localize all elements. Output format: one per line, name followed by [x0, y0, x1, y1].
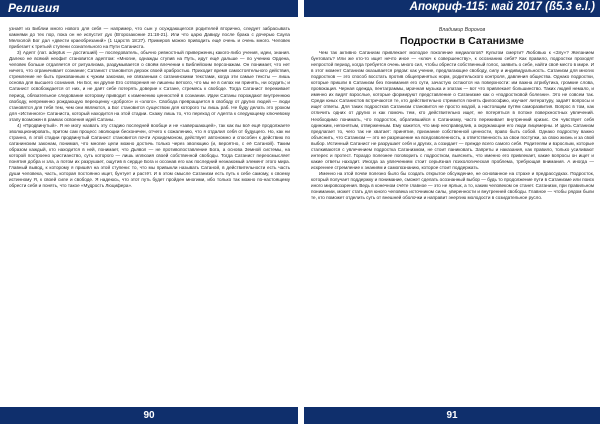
issue-title: Апокриф-115: май 2017 (ß5.3 e.l.) [409, 1, 595, 13]
left-footer-bar [0, 407, 298, 424]
right-paragraph: Именно на этой почве полезно было бы создать открытое обсуждение, не основанное на страхе и предрассудках. Подросток, который получает поддержку и понимание, сможет сделать осознанный выбор — будь то продолжение пути в Сатанизме или поиск иного мировоззрения. Ведь в конечном счёте главное — это не ярлык, а то, каким человеком он станет. Сатанизм, при правильном понимании, может стать для юного человека источником силы, уверенности и внутренней свободы. Главное — чтобы рядом были те, кто поможет отделить суть от внешней оболочки и направит энергию молодости в созидательное русло. [311, 170, 594, 201]
right-footer-bar [304, 407, 600, 424]
left-page-text [9, 26, 290, 189]
article-author: Владимир Воронов [438, 27, 486, 33]
right-page-number: 91 [446, 410, 458, 421]
left-paragraph: узнаёт из Библии много нового для себя — например, что сын у осуждающегося родителей вторично, следует забрасывать камнями до тех пор, пока он не испустит дух (Второзаконие 21:18-21). Или что царю Давиду после брака с дочерью Саула Мелхолой Бог дал «двести краеобрезаний» (1 Царств 18:27). Примеров можно приводить ещё очень и очень много. Человек прибегает к третьей ступени сознательного на Пути Сатаниста. [9, 26, 290, 50]
left-paragraph: 4) «Продвинутый». Я не могу назвать эту стадию последней вообще и не «завершающей», так как вы всё ещё продолжаете эволюционировать, притом сам процесс эволюции бесконечен, отчего к сожалению, что я отдалил себя от будущего. Но, как ни странно, в этой стадии продвинутый Сатанист становится почти Архидемоном, действует автономно и способен к действию по сатанинским законам, понимая, что многие цели можно достичь только через эволюцию (и, вероятно, с её Сатаной). Таким образом каждый, кто находится в ней, понимает, что Дьявол — не противопоставление Бога, а основа Земной системы, на которой построено христианство, суть которого — лишь иллюзия своей собственной свободы. Тогда Сатанист переосмысляет понятия добра и зла, а потом их разрушает, ощутив в сердце Бога и осознав его как последний незнакомый элемент этого мира. Главный вывод, к которому я пришёл на этой ступени: то, что мы привыкли называть Сатаной, в действительности есть часть души человека, часть, которая постоянно ищет, бунтует и растёт. И в этом смысле Сатанизм есть путь к себе самому, к своему истинному Я, к своей силе и свободе. Я надеюсь, что этот путь будет пройден многими, ибо только так можно по-настоящему обрести себя и понять, что такое «Мудрость Люцифера». [9, 122, 290, 189]
left-page-number: 90 [143, 410, 155, 421]
left-paragraph: 3) Адепт (лат. adeptus — достигший) — последователь, обычно ревностный приверженец какого-либо учения, идеи, знания. Далеко не всякий неофит становится адептом: «Многие, однажды ступив на Путь, идут ещё дальше — по учению Ордена, человек больше отдаляется от ритуализма, раздумывается о своём влечении к Библейским персонажам. Он понимает, что нет ничего, что ограничивает сознание; Сатанист становится дерзок своей храбростью. Приходит время самостоятельного действия, стремление не быть прикованным к чужим законам, не связанным с сатанинскими текстами, когда эти самые тексты — лишь основа для высшего сознания. Ни Бог, ни другие Его сотворения не лишены ветхого, что мы не в силах ни принять, ни осудить; и Сатанист освобождается от них, и не даёт себе потерять доверие к Сатане, стремясь к свободе. Тогда Сатанист переживает период, обязательное следование которому приводит к изменению ценностей в сознании. Идеи Сатаны порождают внутреннюю свободу, непременно рождающую переоценку «доброго» и «злого». Свобода превращается в свободу от других людей — люди становятся для тебя тем, чем они являются, а Бог становится существом для которого ты лишь раб. Не буду делать это уроком для «Истинного» Сатаниста, который находится на этой стадии. Скажу лишь то, что переход от Адепта к следующему ключевому этапу возможен в рамках освоения идей Сатаны. [9, 50, 290, 122]
page-gutter [298, 0, 304, 17]
right-paragraph: Чем так активно Сатанизм привлекает молодое поколение медиалогов? Культом смерти? Любовью к «Злу»? Желанием бунтовать? Или же кто-то ищет нечто иное — «ключ к совершенству», к осознанию себя? Как правило, подростки проходят непростой период, когда требуется очень много сил, чтобы обрести собственный голос, заявить о себе, найти своё место в мире. И в этот момент Сатанизм оказывается рядом: как учение, предлагающее свободу, силу и индивидуальность. Сатанизм для многих подростков — это способ восстать против общепринятых норм, родительского контроля, давления общества. Однако подростки, которые пришли в Сатанизм без понимания его сути, зачастую остаются на поверхности: им важна атрибутика, громкие слова, провокация. Черная одежда, пентаграммы, мрачная музыка и эпатаж — вот что привлекает большинство. Таких людей немало, и именно их видят взрослые, которые формируют представление о Сатанизме как о «подростковой болезни». Это не совсем так. Среди юных Сатанистов встречаются те, кто действительно стремится понять философию, изучает литературу, задаёт вопросы и ищет ответы. Для таких подростков Сатанизм становится не просто модой, а настоящим путём саморазвития. Вопрос в том, как отличить одних от других и как помочь тем, кто действительно ищет, не потеряться в потоке поверхностных увлечений. Необходимо понимать, что подросток, обратившийся к Сатанизму, часто переживает внутренний кризис. Он чувствует себя одиноким, непонятым, отверженным. Ему кажется, что мир несправедлив, а окружающие его люди лицемерны. И здесь Сатанизм предлагает то, чего так не хватает: принятие, признание собственной ценности, право быть собой. Однако подростку важно объяснить, что Сатанизм — это не разрешение на вседозволенность, а ответственность за свои поступки, за свою жизнь и за свой выбор. Истинный Сатанист не разрушает себя и других, а созидает — прежде всего самого себя. Родителям и взрослым, которые сталкиваются с увлечением подростка Сатанизмом, не стоит паниковать. Запреты и наказания, как правило, только усиливают интерес и протест. Гораздо полезнее поговорить с подростком, выяснить, что именно его привлекает, какие вопросы он ищет и какие ответы находит. Иногда за увлечением стоит серьёзная психологическая проблема, требующая внимания. А иногда — искреннее стремление к знаниям и самопознанию, которое стоит поддержать. [311, 50, 594, 170]
right-page-text [311, 50, 594, 201]
section-title: Религия [8, 1, 60, 15]
article-title: Подростки в Сатанизме [399, 35, 525, 47]
